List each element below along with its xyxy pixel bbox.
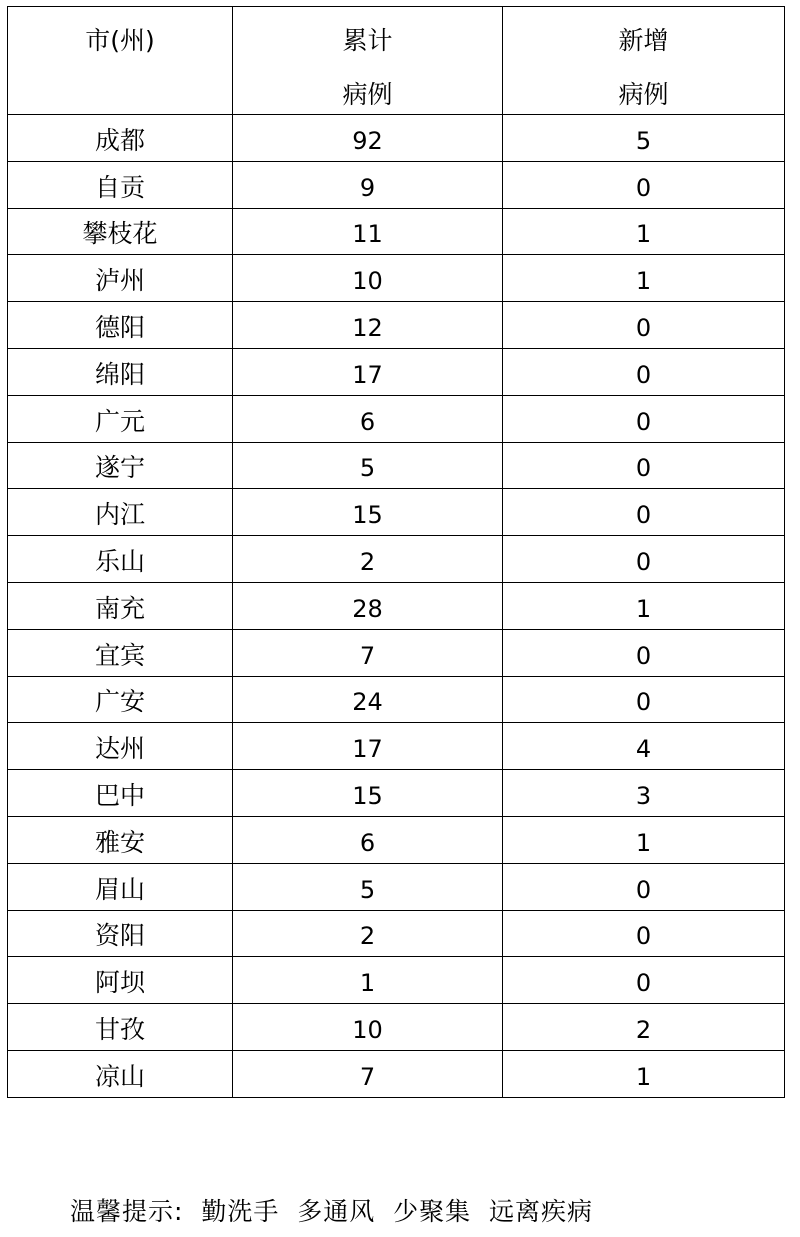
total-cases-cell: 17 [233,348,503,395]
table-row [8,1050,785,1097]
health-tip: 温馨提示: 勤洗手 多通风 少聚集 远离疾病 [70,1197,593,1226]
table-row [8,957,785,1004]
total-cases-cell: 7 [233,629,503,676]
total-cases-cell: 24 [233,676,503,723]
header-total-line2: 病例 [342,80,393,109]
new-cases-cell: 4 [503,723,785,770]
case-table-container [7,6,784,1098]
city-cell: 自贡 [8,161,233,208]
header-city [8,7,233,115]
total-cases-cell: 10 [233,255,503,302]
table-row [8,348,785,395]
city-cell: 成都 [8,115,233,162]
header-new-line1: 新增 [618,26,669,55]
table-body [8,115,785,1098]
city-cell: 攀枝花 [8,208,233,255]
city-cell: 凉山 [8,1050,233,1097]
city-cell: 达州 [8,723,233,770]
city-cell: 宜宾 [8,629,233,676]
new-cases-cell: 0 [503,957,785,1004]
table-row [8,302,785,349]
city-cell: 阿坝 [8,957,233,1004]
table-row [8,208,785,255]
city-cell: 眉山 [8,863,233,910]
new-cases-cell: 0 [503,536,785,583]
new-cases-cell: 3 [503,770,785,817]
table-row [8,489,785,536]
table-row [8,723,785,770]
new-cases-cell: 0 [503,348,785,395]
city-cell: 甘孜 [8,1004,233,1051]
total-cases-cell: 2 [233,536,503,583]
total-cases-cell: 11 [233,208,503,255]
total-cases-cell: 1 [233,957,503,1004]
total-cases-cell: 15 [233,770,503,817]
table-row [8,676,785,723]
total-cases-cell: 15 [233,489,503,536]
new-cases-cell: 0 [503,910,785,957]
header-new [503,7,785,115]
table-row [8,910,785,957]
total-cases-cell: 10 [233,1004,503,1051]
table-row [8,161,785,208]
total-cases-cell: 6 [233,395,503,442]
new-cases-cell: 1 [503,255,785,302]
new-cases-cell: 5 [503,115,785,162]
city-cell: 德阳 [8,302,233,349]
total-cases-cell: 7 [233,1050,503,1097]
city-cell: 广元 [8,395,233,442]
new-cases-cell: 0 [503,676,785,723]
new-cases-cell: 0 [503,442,785,489]
table-row [8,582,785,629]
table-row [8,255,785,302]
table-row [8,816,785,863]
new-cases-cell: 0 [503,302,785,349]
total-cases-cell: 9 [233,161,503,208]
table-row [8,536,785,583]
total-cases-cell: 6 [233,816,503,863]
case-table [7,6,785,1098]
header-new-line2: 病例 [618,80,669,109]
total-cases-cell: 5 [233,442,503,489]
table-row [8,629,785,676]
city-cell: 南充 [8,582,233,629]
header-total-line1: 累计 [342,26,393,55]
city-cell: 泸州 [8,255,233,302]
new-cases-cell: 0 [503,161,785,208]
new-cases-cell: 2 [503,1004,785,1051]
header-city-label: 市(州) [85,26,155,55]
new-cases-cell: 1 [503,208,785,255]
total-cases-cell: 12 [233,302,503,349]
total-cases-cell: 92 [233,115,503,162]
city-cell: 绵阳 [8,348,233,395]
city-cell: 雅安 [8,816,233,863]
table-row [8,442,785,489]
new-cases-cell: 1 [503,1050,785,1097]
city-cell: 乐山 [8,536,233,583]
table-row [8,1004,785,1051]
city-cell: 巴中 [8,770,233,817]
new-cases-cell: 0 [503,395,785,442]
table-header-row [8,7,785,115]
city-cell: 遂宁 [8,442,233,489]
new-cases-cell: 0 [503,489,785,536]
table-row [8,770,785,817]
total-cases-cell: 28 [233,582,503,629]
city-cell: 内江 [8,489,233,536]
table-row [8,863,785,910]
new-cases-cell: 0 [503,629,785,676]
header-total [233,7,503,115]
table-row [8,395,785,442]
total-cases-cell: 2 [233,910,503,957]
city-cell: 资阳 [8,910,233,957]
total-cases-cell: 17 [233,723,503,770]
new-cases-cell: 0 [503,863,785,910]
city-cell: 广安 [8,676,233,723]
new-cases-cell: 1 [503,816,785,863]
total-cases-cell: 5 [233,863,503,910]
table-row [8,115,785,162]
new-cases-cell: 1 [503,582,785,629]
